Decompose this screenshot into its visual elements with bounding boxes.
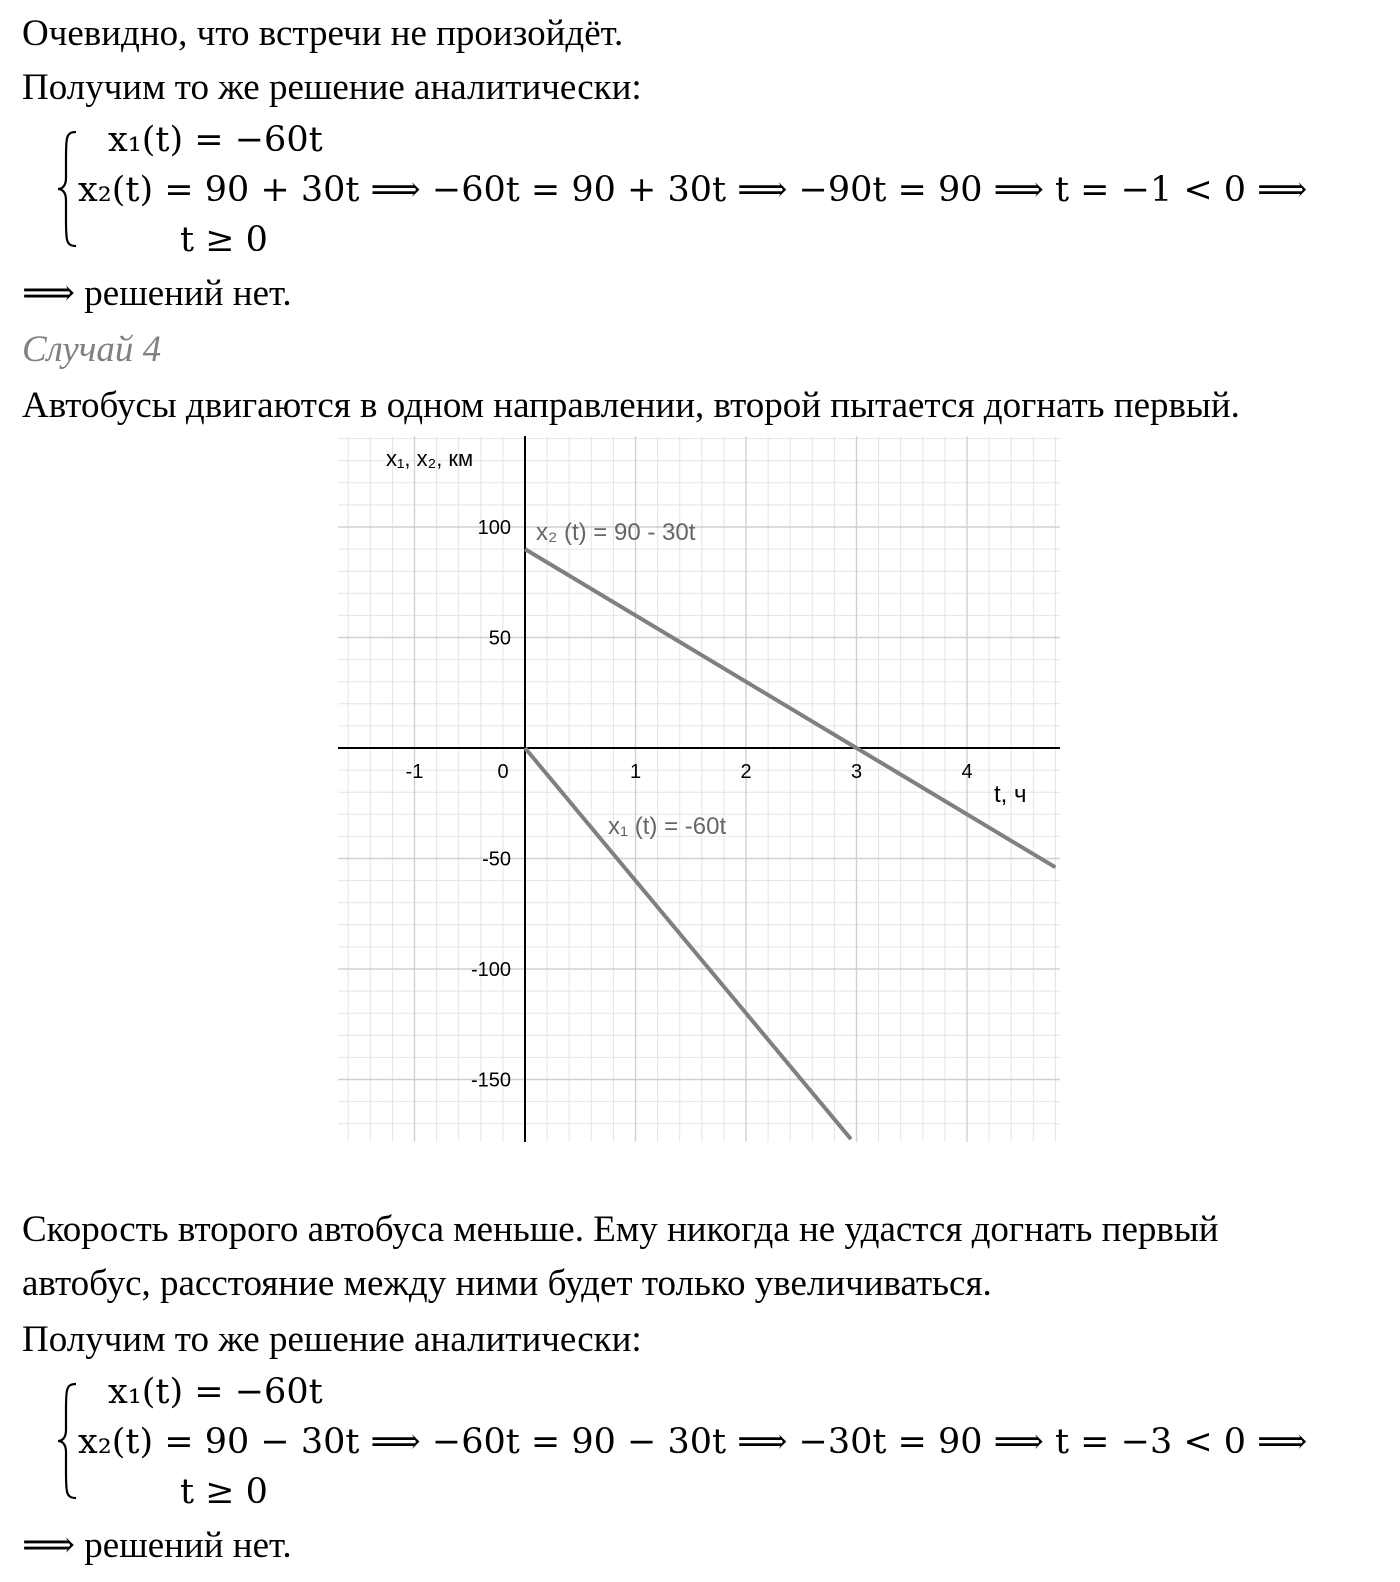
case-4-description: Автобусы двигаются в одном направлении, второй пытается догнать первый. — [22, 385, 1240, 426]
x-tick-label: 0 — [497, 761, 509, 783]
x-tick-label: 4 — [961, 761, 973, 783]
system2-eq3: t ≥ 0 — [180, 1472, 268, 1512]
tick-labels — [406, 517, 973, 1092]
series-line-2 — [525, 748, 851, 1139]
no-solution-1: ⟹ решений нет. — [22, 273, 292, 314]
text-line-2: Получим то же решение аналитически: — [22, 67, 642, 108]
x-tick-label: 1 — [629, 761, 642, 783]
system1-eq2: x₂(t) = 90 + 30t ⟹ −60t = 90 + 30t ⟹ −90t = 90 ⟹ t = −1 < 0 ⟹ — [78, 170, 1308, 210]
y-tick-label: -150 — [470, 1069, 511, 1092]
series-label-x1: x₁ (t) = -60t — [608, 813, 727, 840]
paragraph-1a: Скорость второго автобуса меньше. Ему никогда не удастся догнать первый — [22, 1209, 1219, 1250]
text-line-1: Очевидно, что встречи не произойдёт. — [22, 13, 624, 54]
series-label-x2: x₂ (t) = 90 - 30t — [536, 519, 696, 546]
x-tick-label: -1 — [405, 761, 424, 783]
y-tick-label: -50 — [482, 848, 511, 871]
y-tick-label: 100 — [477, 517, 511, 539]
brace-1 — [56, 128, 80, 250]
y-tick-label: -100 — [470, 959, 511, 981]
system2-eq1: x₁(t) = −60t — [108, 1372, 323, 1412]
grid-minor — [338, 436, 1060, 1142]
grid-major — [338, 436, 1060, 1142]
system1-eq3: t ≥ 0 — [180, 220, 268, 260]
case-4-title: Случай 4 — [22, 329, 162, 370]
brace-2 — [56, 1380, 80, 1502]
x-axis-label: t, ч — [994, 781, 1027, 808]
text-line-3: Получим то же решение аналитически: — [22, 1319, 642, 1360]
system2-eq2: x₂(t) = 90 − 30t ⟹ −60t = 90 − 30t ⟹ −30t = 90 ⟹ t = −3 < 0 ⟹ — [78, 1422, 1308, 1462]
paragraph-1b: автобус, расстояние между ними будет только увеличиваться. — [22, 1263, 992, 1304]
x-tick-label: 3 — [850, 761, 863, 783]
system1-eq1: x₁(t) = −60t — [108, 120, 323, 160]
axes — [338, 436, 1060, 1142]
x-tick-label: 2 — [740, 761, 752, 783]
motion-chart — [338, 436, 1060, 1142]
no-solution-2: ⟹ решений нет. — [22, 1525, 292, 1566]
y-tick-label: 50 — [488, 627, 511, 650]
y-axis-label: x₁, x₂, км — [386, 446, 474, 471]
